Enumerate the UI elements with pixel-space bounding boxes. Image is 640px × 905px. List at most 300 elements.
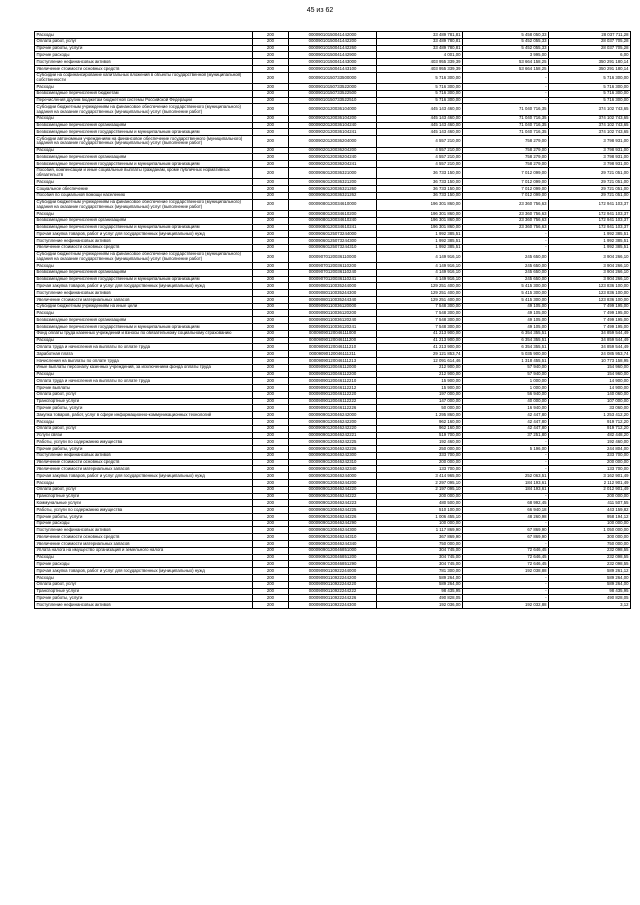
cell-budget-code: 00009090120046851000 bbox=[289, 547, 377, 554]
table-row bbox=[35, 391, 631, 398]
cell-budget-code: 00009090120046112222 bbox=[289, 398, 377, 405]
cell-unexecuted: 28 037 711,28 bbox=[549, 32, 631, 39]
cell-unexecuted: 958 194,12 bbox=[549, 513, 631, 520]
cell-unexecuted: 172 941 103,37 bbox=[549, 217, 631, 224]
table-row bbox=[35, 303, 631, 310]
cell-approved: 212 900,00 bbox=[377, 371, 463, 378]
cell-approved: 304 745,00 bbox=[377, 561, 463, 568]
cell-approved: 403 955 339,39 bbox=[377, 59, 463, 66]
cell-budget-code: 00009020120036104240 bbox=[289, 122, 377, 129]
cell-unexecuted: 5 716 300,00 bbox=[549, 97, 631, 104]
cell-unexecuted: 192 460,00 bbox=[549, 439, 631, 446]
table-row bbox=[35, 104, 631, 115]
table-row bbox=[35, 269, 631, 276]
cell-unexecuted: 33 060,00 bbox=[549, 405, 631, 412]
table-row bbox=[35, 310, 631, 317]
cell-unexecuted: 490 828,05 bbox=[549, 595, 631, 602]
cell-line-code: 200 bbox=[253, 115, 289, 122]
cell-line-code: 200 bbox=[253, 513, 289, 520]
cell-approved: 4 149 916,10 bbox=[377, 269, 463, 276]
cell-unexecuted: 10 773 158,95 bbox=[549, 357, 631, 364]
cell-approved: 98 435,95 bbox=[377, 588, 463, 595]
cell-unexecuted: 123 836 100,00 bbox=[549, 296, 631, 303]
cell-name: Расходы bbox=[35, 32, 253, 39]
cell-name: Закупка товаров, работ, услуг в сфере информационно-коммуникационных технологий bbox=[35, 412, 253, 419]
cell-unexecuted: 374 102 743,65 bbox=[549, 129, 631, 136]
cell-line-code: 200 bbox=[253, 337, 289, 344]
table-row bbox=[35, 231, 631, 238]
cell-executed: 49 105,00 bbox=[463, 303, 549, 310]
cell-unexecuted: 24 085 953,74 bbox=[549, 351, 631, 358]
cell-executed: 245 650,00 bbox=[463, 276, 549, 283]
cell-budget-code: 00009090120046244225 bbox=[289, 507, 377, 514]
table-row bbox=[35, 154, 631, 161]
cell-executed: - bbox=[463, 459, 549, 466]
cell-line-code: 200 bbox=[253, 527, 289, 534]
cell-executed: 5 196,00 bbox=[463, 446, 549, 453]
cell-line-code: 200 bbox=[253, 439, 289, 446]
cell-name: Поступление нефинансовых активов bbox=[35, 59, 253, 66]
cell-executed: - bbox=[463, 541, 549, 548]
cell-executed: - bbox=[463, 90, 549, 97]
cell-approved: 333 700,00 bbox=[377, 452, 463, 459]
cell-line-code: 200 bbox=[253, 324, 289, 331]
cell-executed: 7 012 099,00 bbox=[463, 167, 549, 178]
table-row bbox=[35, 364, 631, 371]
cell-line-code: 200 bbox=[253, 432, 289, 439]
cell-executed: 42 447,80 bbox=[463, 425, 549, 432]
table-row bbox=[35, 32, 631, 39]
cell-unexecuted: 750 000,00 bbox=[549, 541, 631, 548]
cell-approved: 445 143 460,00 bbox=[377, 115, 463, 122]
cell-executed: 42 447,80 bbox=[463, 412, 549, 419]
cell-line-code: 200 bbox=[253, 357, 289, 364]
table-row bbox=[35, 602, 631, 609]
cell-line-code: 200 bbox=[253, 147, 289, 154]
cell-approved: 41 213 900,00 bbox=[377, 344, 463, 351]
cell-name: Прочая закупка товаров, работ и услуг для государственных (муниципальных) нужд bbox=[35, 283, 253, 290]
cell-name: Расходы bbox=[35, 263, 253, 270]
cell-budget-code: 00009090110036120241 bbox=[289, 324, 377, 331]
cell-executed: - bbox=[463, 238, 549, 245]
cell-unexecuted: 1 992 385,51 bbox=[549, 238, 631, 245]
cell-name: Прочие работы, услуги bbox=[35, 446, 253, 453]
cell-line-code: 200 bbox=[253, 192, 289, 199]
cell-executed: - bbox=[463, 84, 549, 91]
cell-budget-code: 00009090110922244200 bbox=[289, 574, 377, 581]
cell-name: Заработная плата bbox=[35, 351, 253, 358]
cell-approved: 192 036,00 bbox=[377, 602, 463, 609]
cell-line-code: 200 bbox=[253, 290, 289, 297]
table-row bbox=[35, 90, 631, 97]
cell-budget-code: 00009010150733522510 bbox=[289, 97, 377, 104]
cell-approved: 147 000,00 bbox=[377, 398, 463, 405]
cell-name: Поступление нефинансовых активов bbox=[35, 290, 253, 297]
cell-budget-code: 00009070120036110000 bbox=[289, 251, 377, 262]
cell-executed: 71 040 716,35 bbox=[463, 129, 549, 136]
cell-unexecuted: 3,12 bbox=[549, 602, 631, 609]
cell-line-code: 200 bbox=[253, 65, 289, 72]
cell-unexecuted: 34 859 544,49 bbox=[549, 337, 631, 344]
cell-unexecuted: 232 098,55 bbox=[549, 561, 631, 568]
cell-unexecuted: 3 904 266,10 bbox=[549, 263, 631, 270]
cell-line-code: 200 bbox=[253, 602, 289, 609]
cell-approved: 197 000,00 bbox=[377, 391, 463, 398]
cell-name: Безвозмездные перечисления бюджетам bbox=[35, 90, 253, 97]
cell-executed: 72 646,45 bbox=[463, 547, 549, 554]
table-row bbox=[35, 115, 631, 122]
cell-budget-code: 00009060125073244310 bbox=[289, 244, 377, 251]
cell-budget-code: 00009090110922244226 bbox=[289, 595, 377, 602]
cell-unexecuted: 172 941 103,37 bbox=[549, 224, 631, 231]
cell-executed: 758 279,00 bbox=[463, 136, 549, 147]
cell-name: Оплата работ, услуг bbox=[35, 486, 253, 493]
cell-line-code: 200 bbox=[253, 296, 289, 303]
cell-name: Прочие работы, услуги bbox=[35, 513, 253, 520]
cell-unexecuted: 34 859 544,49 bbox=[549, 344, 631, 351]
cell-budget-code: 00009090120046112220 bbox=[289, 391, 377, 398]
cell-line-code: 200 bbox=[253, 199, 289, 210]
table-row bbox=[35, 330, 631, 337]
cell-name: Поступление нефинансовых активов bbox=[35, 238, 253, 245]
cell-line-code: 200 bbox=[253, 276, 289, 283]
cell-name: Работы, услуги по содержанию имущества bbox=[35, 439, 253, 446]
cell-line-code: 200 bbox=[253, 554, 289, 561]
cell-executed: 66 940,18 bbox=[463, 507, 549, 514]
cell-budget-code: 00009090120046244200 bbox=[289, 480, 377, 487]
table-row bbox=[35, 337, 631, 344]
cell-name: Субсидии бюджетным учреждениям на финансовое обеспечение государственного (муниципального) задания на оказание государственных (муниципальных) услуг (выполнение работ) bbox=[35, 104, 253, 115]
cell-unexecuted: 98 435,95 bbox=[549, 588, 631, 595]
cell-name: Увеличение стоимости материальных запасов bbox=[35, 296, 253, 303]
cell-unexecuted: 172 941 103,37 bbox=[549, 210, 631, 217]
cell-line-code: 200 bbox=[253, 52, 289, 59]
cell-executed: 245 650,00 bbox=[463, 251, 549, 262]
cell-approved: 445 143 460,00 bbox=[377, 104, 463, 115]
cell-executed: 23 360 756,63 bbox=[463, 210, 549, 217]
cell-approved: 33 489 781,81 bbox=[377, 32, 463, 39]
cell-line-code: 200 bbox=[253, 493, 289, 500]
cell-approved: 4 149 916,10 bbox=[377, 276, 463, 283]
cell-unexecuted: 7 499 195,00 bbox=[549, 303, 631, 310]
cell-approved: 2 197 095,10 bbox=[377, 486, 463, 493]
cell-executed: - bbox=[463, 466, 549, 473]
cell-executed: - bbox=[463, 97, 549, 104]
cell-unexecuted: 1 992 385,51 bbox=[549, 244, 631, 251]
cell-approved: 4 557 210,00 bbox=[377, 147, 463, 154]
cell-budget-code: 00009010150041443000 bbox=[289, 59, 377, 66]
cell-line-code: 200 bbox=[253, 480, 289, 487]
cell-approved: 33 489 780,81 bbox=[377, 38, 463, 45]
cell-budget-code: 00009090110922244000 bbox=[289, 568, 377, 575]
cell-approved: 200 000,00 bbox=[377, 493, 463, 500]
cell-approved: 129 251 400,00 bbox=[377, 290, 463, 297]
cell-budget-code: 00009090120046244226 bbox=[289, 513, 377, 520]
cell-executed: 758 279,00 bbox=[463, 154, 549, 161]
cell-name: Расходы bbox=[35, 574, 253, 581]
cell-budget-code: 00009090120046112226 bbox=[289, 405, 377, 412]
cell-line-code: 200 bbox=[253, 32, 289, 39]
cell-unexecuted: 123 836 100,00 bbox=[549, 290, 631, 297]
cell-budget-code: 00009010150041442260 bbox=[289, 45, 377, 52]
cell-executed: 192 032,88 bbox=[463, 602, 549, 609]
table-row bbox=[35, 480, 631, 487]
cell-executed: 5 415 300,00 bbox=[463, 296, 549, 303]
cell-unexecuted: 374 102 743,65 bbox=[549, 122, 631, 129]
cell-unexecuted: 2 012 901,49 bbox=[549, 486, 631, 493]
table-row bbox=[35, 179, 631, 186]
table-row bbox=[35, 217, 631, 224]
cell-name: Прочая закупка товаров, работ и услуг для государственных (муниципальных) нужд bbox=[35, 568, 253, 575]
cell-line-code: 200 bbox=[253, 154, 289, 161]
cell-executed: 49 105,00 bbox=[463, 317, 549, 324]
cell-budget-code: 00009090110036120240 bbox=[289, 317, 377, 324]
cell-budget-code: 00009090120046244223 bbox=[289, 500, 377, 507]
cell-unexecuted: 3 904 266,10 bbox=[549, 276, 631, 283]
cell-executed: 184 193,61 bbox=[463, 486, 549, 493]
cell-executed: - bbox=[463, 520, 549, 527]
cell-executed: 245 650,00 bbox=[463, 269, 549, 276]
cell-line-code: 200 bbox=[253, 581, 289, 588]
table-row bbox=[35, 251, 631, 262]
cell-approved: 750 000,00 bbox=[377, 541, 463, 548]
cell-budget-code: 00009090120046851290 bbox=[289, 561, 377, 568]
cell-name: Прочие работы, услуги bbox=[35, 405, 253, 412]
cell-approved: 5 716 300,00 bbox=[377, 90, 463, 97]
cell-approved: 1 992 385,51 bbox=[377, 231, 463, 238]
cell-budget-code: 00009070120036110240 bbox=[289, 269, 377, 276]
cell-executed: 245 650,00 bbox=[463, 263, 549, 270]
cell-line-code: 200 bbox=[253, 38, 289, 45]
table-row bbox=[35, 324, 631, 331]
cell-unexecuted: 1 253 412,20 bbox=[549, 412, 631, 419]
cell-budget-code: 00009090120046851200 bbox=[289, 554, 377, 561]
cell-line-code: 200 bbox=[253, 251, 289, 262]
cell-line-code: 200 bbox=[253, 244, 289, 251]
table-row bbox=[35, 520, 631, 527]
cell-line-code: 200 bbox=[253, 534, 289, 541]
cell-name: Услуги связи bbox=[35, 432, 253, 439]
cell-line-code: 200 bbox=[253, 507, 289, 514]
cell-name: Начисления на выплаты по оплате труда bbox=[35, 357, 253, 364]
table-row bbox=[35, 283, 631, 290]
table-row bbox=[35, 452, 631, 459]
cell-name: Прочие расходы bbox=[35, 561, 253, 568]
cell-approved: 133 700,00 bbox=[377, 466, 463, 473]
cell-name: Пособия по социальной помощи населению bbox=[35, 192, 253, 199]
cell-line-code: 200 bbox=[253, 90, 289, 97]
cell-name: Прочие расходы bbox=[35, 520, 253, 527]
cell-name: Субсидии бюджетным учреждениям на финансовое обеспечение государственного (муниципального) задания на оказание государственных (муниципальных) услуг (выполнение работ) bbox=[35, 199, 253, 210]
cell-approved: 4 557 210,00 bbox=[377, 154, 463, 161]
table-row bbox=[35, 317, 631, 324]
cell-executed: 192 038,88 bbox=[463, 568, 549, 575]
cell-unexecuted: 919 712,20 bbox=[549, 418, 631, 425]
cell-unexecuted: 107 000,00 bbox=[549, 398, 631, 405]
expenditure-table bbox=[34, 31, 631, 609]
cell-name: Увеличение стоимости основных средств bbox=[35, 459, 253, 466]
cell-approved: 1 117 869,90 bbox=[377, 527, 463, 534]
cell-executed: 67 869,90 bbox=[463, 527, 549, 534]
cell-budget-code: 00009090120046242200 bbox=[289, 418, 377, 425]
cell-line-code: 200 bbox=[253, 84, 289, 91]
cell-approved: 196 301 860,00 bbox=[377, 210, 463, 217]
cell-line-code: 200 bbox=[253, 317, 289, 324]
table-row bbox=[35, 52, 631, 59]
cell-approved: 12 091 614,46 bbox=[377, 357, 463, 364]
cell-budget-code: 00009080120034610240 bbox=[289, 217, 377, 224]
cell-budget-code: 00009080120034610000 bbox=[289, 199, 377, 210]
cell-unexecuted: 3 798 931,00 bbox=[549, 154, 631, 161]
table-row bbox=[35, 527, 631, 534]
cell-line-code: 200 bbox=[253, 473, 289, 480]
table-row bbox=[35, 371, 631, 378]
cell-name: Поступление нефинансовых активов bbox=[35, 602, 253, 609]
cell-approved: 15 900,00 bbox=[377, 378, 463, 385]
page-number: 45 из 62 bbox=[306, 7, 334, 14]
cell-budget-code: 00009060120036321260 bbox=[289, 186, 377, 193]
cell-line-code: 200 bbox=[253, 486, 289, 493]
cell-budget-code: 00009020120036204200 bbox=[289, 147, 377, 154]
cell-budget-code: 00009020120036104000 bbox=[289, 104, 377, 115]
cell-budget-code: 00009010150733522000 bbox=[289, 84, 377, 91]
cell-name: Прочие расходы bbox=[35, 52, 253, 59]
cell-approved: 1 992 385,51 bbox=[377, 238, 463, 245]
cell-unexecuted: 300 000,00 bbox=[549, 534, 631, 541]
table-row bbox=[35, 224, 631, 231]
cell-executed: 16 940,00 bbox=[463, 405, 549, 412]
cell-name: Транспортные услуги bbox=[35, 398, 253, 405]
cell-executed: 7 012 099,00 bbox=[463, 186, 549, 193]
cell-line-code: 200 bbox=[253, 412, 289, 419]
cell-budget-code: 00009060120036321200 bbox=[289, 179, 377, 186]
cell-budget-code: 00009090120046244340 bbox=[289, 541, 377, 548]
cell-name: Прочие выплаты bbox=[35, 385, 253, 392]
cell-line-code: 200 bbox=[253, 283, 289, 290]
cell-approved: 7 548 300,00 bbox=[377, 310, 463, 317]
table-row bbox=[35, 500, 631, 507]
cell-line-code: 200 bbox=[253, 344, 289, 351]
table-row bbox=[35, 122, 631, 129]
cell-budget-code: 00009090120046242220 bbox=[289, 425, 377, 432]
cell-unexecuted: 29 721 051,00 bbox=[549, 192, 631, 199]
table-row bbox=[35, 398, 631, 405]
cell-budget-code: 00009090120046244220 bbox=[289, 486, 377, 493]
cell-approved: 50 000,00 bbox=[377, 405, 463, 412]
table-row bbox=[35, 486, 631, 493]
cell-name: Коммунальные услуги bbox=[35, 500, 253, 507]
cell-name: Иные выплаты персоналу казенных учреждений, за исключением фонда оплаты труда bbox=[35, 364, 253, 371]
cell-executed: 53 664 158,25 bbox=[463, 59, 549, 66]
cell-executed: 67 869,90 bbox=[463, 534, 549, 541]
table-row bbox=[35, 439, 631, 446]
cell-line-code: 200 bbox=[253, 398, 289, 405]
cell-name: Поступление нефинансовых активов bbox=[35, 452, 253, 459]
cell-name: Расходы bbox=[35, 337, 253, 344]
cell-executed: 56 940,00 bbox=[463, 391, 549, 398]
cell-executed: 23 360 756,63 bbox=[463, 217, 549, 224]
cell-unexecuted: 5 716 300,00 bbox=[549, 84, 631, 91]
cell-unexecuted: 350 291 180,14 bbox=[549, 65, 631, 72]
cell-line-code: 200 bbox=[253, 446, 289, 453]
table-row bbox=[35, 574, 631, 581]
cell-unexecuted: 7 499 195,00 bbox=[549, 310, 631, 317]
cell-executed: 48 260,98 bbox=[463, 513, 549, 520]
cell-budget-code: 00009090120046111210 bbox=[289, 344, 377, 351]
cell-name: Увеличение стоимости материальных запасов bbox=[35, 466, 253, 473]
cell-unexecuted: 200 000,00 bbox=[549, 459, 631, 466]
cell-name: Оплата работ, услуг bbox=[35, 581, 253, 588]
cell-budget-code: 00009090120046112200 bbox=[289, 371, 377, 378]
table-row bbox=[35, 84, 631, 91]
cell-executed: 6 354 355,51 bbox=[463, 344, 549, 351]
expenditure-table-body bbox=[35, 32, 631, 609]
cell-executed: 49 105,00 bbox=[463, 310, 549, 317]
cell-executed: 5 458 050,33 bbox=[463, 32, 549, 39]
cell-approved: 250 000,00 bbox=[377, 446, 463, 453]
cell-line-code: 200 bbox=[253, 452, 289, 459]
cell-executed: 23 360 756,63 bbox=[463, 224, 549, 231]
cell-executed: - bbox=[463, 439, 549, 446]
cell-name: Субсидии автономным учреждениям на финансовое обеспечение государственного (муниципального) задания на оказание государственных (муниципальных) услуг (выполнение работ) bbox=[35, 136, 253, 147]
cell-unexecuted: 350 291 180,14 bbox=[549, 59, 631, 66]
cell-executed: 42 447,80 bbox=[463, 418, 549, 425]
cell-approved: 7 548 300,00 bbox=[377, 303, 463, 310]
table-row bbox=[35, 493, 631, 500]
table-row bbox=[35, 167, 631, 178]
cell-name: Транспортные услуги bbox=[35, 493, 253, 500]
cell-executed: - bbox=[463, 231, 549, 238]
table-row bbox=[35, 45, 631, 52]
cell-budget-code: 00009090110922244300 bbox=[289, 602, 377, 609]
cell-budget-code: 00009090120046244300 bbox=[289, 527, 377, 534]
cell-executed: 6 354 355,51 bbox=[463, 330, 549, 337]
cell-executed: 53 664 158,25 bbox=[463, 65, 549, 72]
cell-budget-code: 00009020120036204240 bbox=[289, 154, 377, 161]
cell-approved: 36 733 150,00 bbox=[377, 179, 463, 186]
cell-budget-code: 00009090120046111211 bbox=[289, 351, 377, 358]
cell-budget-code: 00009080110035244000 bbox=[289, 283, 377, 290]
cell-name: Безвозмездные перечисления государственным и муниципальным организациям bbox=[35, 129, 253, 136]
cell-executed: 252 063,51 bbox=[463, 473, 549, 480]
cell-approved: 5 716 300,00 bbox=[377, 84, 463, 91]
cell-executed: 5 035 900,00 bbox=[463, 351, 549, 358]
cell-budget-code: 00009080120034610241 bbox=[289, 224, 377, 231]
cell-executed: 68 992,45 bbox=[463, 500, 549, 507]
table-row bbox=[35, 405, 631, 412]
cell-line-code: 200 bbox=[253, 97, 289, 104]
table-row bbox=[35, 161, 631, 168]
cell-name: Оплата работ, услуг bbox=[35, 391, 253, 398]
table-row bbox=[35, 534, 631, 541]
cell-name: Расходы bbox=[35, 179, 253, 186]
cell-executed: 7 012 099,00 bbox=[463, 192, 549, 199]
cell-unexecuted: 3 798 931,00 bbox=[549, 161, 631, 168]
table-row bbox=[35, 296, 631, 303]
table-row bbox=[35, 192, 631, 199]
cell-unexecuted: 3 798 931,00 bbox=[549, 147, 631, 154]
cell-budget-code: 00009090120046111000 bbox=[289, 330, 377, 337]
cell-line-code: 200 bbox=[253, 330, 289, 337]
cell-approved: 196 301 860,00 bbox=[377, 217, 463, 224]
cell-executed: 5 452 055,33 bbox=[463, 38, 549, 45]
table-row bbox=[35, 344, 631, 351]
cell-budget-code: 00009090120046242221 bbox=[289, 432, 377, 439]
cell-name: Социальное обеспечение bbox=[35, 186, 253, 193]
cell-unexecuted: 14 900,00 bbox=[549, 378, 631, 385]
cell-budget-code: 00009020120036104241 bbox=[289, 129, 377, 136]
cell-approved: 36 733 150,00 bbox=[377, 167, 463, 178]
